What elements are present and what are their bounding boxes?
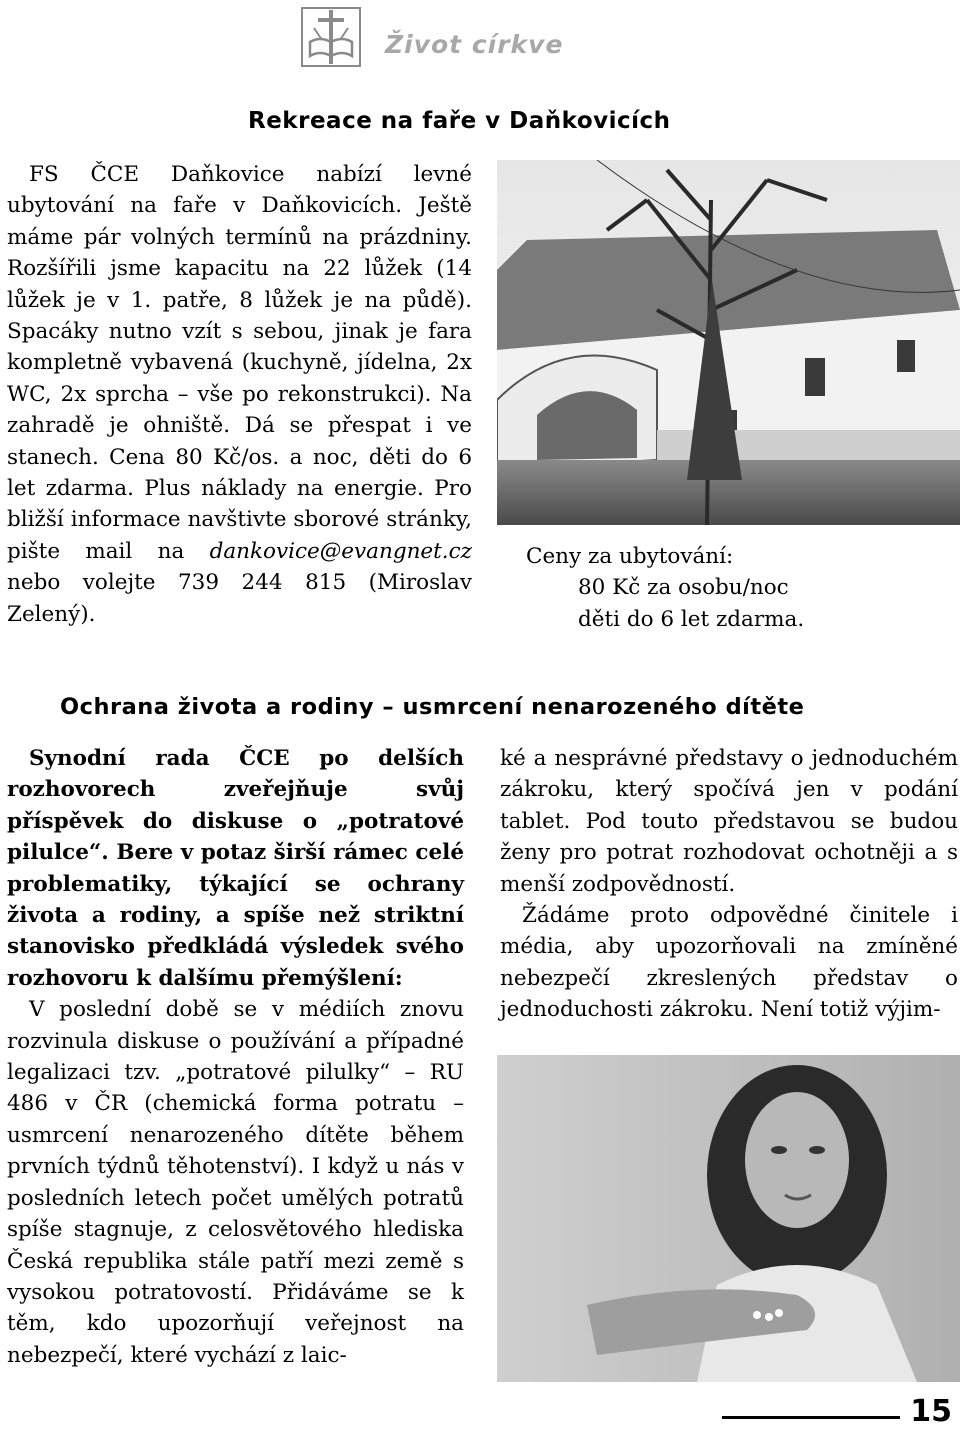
article-intro: Synodní rada ČCE po delších rozhovorech zveřejňuje svůj příspěvek do diskuse o „potratové pilulce“. Bere v potaz širší rámec celé problematiky, týkající se ochrany života a rodiny, a spíše než striktní stanovisko předkládá výsledek svého rozhovoru k dalšímu přemýšlení: <box>7 746 464 991</box>
parish-house-photo <box>497 160 960 525</box>
article-right-column <box>500 743 958 1026</box>
footer-rule <box>722 1416 900 1419</box>
article-left-column <box>7 743 464 1371</box>
price-children: děti do 6 let zdarma. <box>578 606 805 632</box>
section-title: Život církve <box>385 30 564 59</box>
article-paragraph: Žádáme proto odpovědné činitele i média, aby upozorňovali na zmíněné nebezpečí zkreslených představ o jednoduchosti zákroku. Není totiž výjim- <box>500 903 958 1023</box>
body-text: nebo volejte 739 244 815 (Miroslav Zelený). <box>7 570 472 627</box>
article-title: Ochrana života a rodiny – usmrcení nenarozeného dítěte <box>60 694 805 720</box>
article-title: Rekreace na faře v Daňkovicích <box>248 108 671 134</box>
church-cross-emblem-icon <box>300 6 362 68</box>
price-per-person: 80 Kč za osobu/noc <box>578 575 789 601</box>
article-paragraph: V poslední době se v médiích znovu rozvinula diskuse o používání a případné legalizaci tzv. „potratové pilulky“ – RU 486 v ČR (chemická forma potratu – usmrcení nenarozeného dítěte během prvních týdnů těhotenství). I když u nás v posledních letech počet umělých potratů spíše stagnuje, z celosvětového hlediska Česká republika stále patří mezi země s vysokou potratovostí. Přidáváme se k těm, kdo upozorňují veřejnost na nebezpečí, které vychází z laic- <box>7 997 464 1368</box>
prices-heading: Ceny za ubytování: <box>526 544 734 569</box>
page-number: 15 <box>910 1394 952 1429</box>
prices-box <box>526 541 956 635</box>
woman-with-pills-photo <box>497 1055 960 1382</box>
email-link[interactable]: dankovice@evangnet.cz <box>209 538 472 564</box>
body-text: FS ČCE Daňkovice nabízí levné ubytování na faře v Daňkovicích. Ještě máme pár volných termínů na prázdniny. Rozšířili jsme kapacitu na 22 lůžek (14 lůžek je v 1. patře, 8 lůžek je na půdě). Spacáky nutno vzít s sebou, jinak je fara kompletně vybavená (kuchyně, jídelna, 2x WC, 2x sprcha – vše po rekonstrukci). Na zahradě je ohniště. Dá se přespat i ve stanech. Cena 80 Kč/os. a noc, děti do 6 let zdarma. Plus náklady na energie. Pro bližší informace navštivte sborové stránky, pište mail na <box>7 162 472 564</box>
article-paragraph: ké a nesprávné představy o jednoduchém zákroku, který spočívá jen v podání tablet. Pod touto představou se budou ženy pro potrat rozhodovat ochotněji a s menší zodpovědností. <box>500 746 958 897</box>
article-body <box>7 159 472 630</box>
